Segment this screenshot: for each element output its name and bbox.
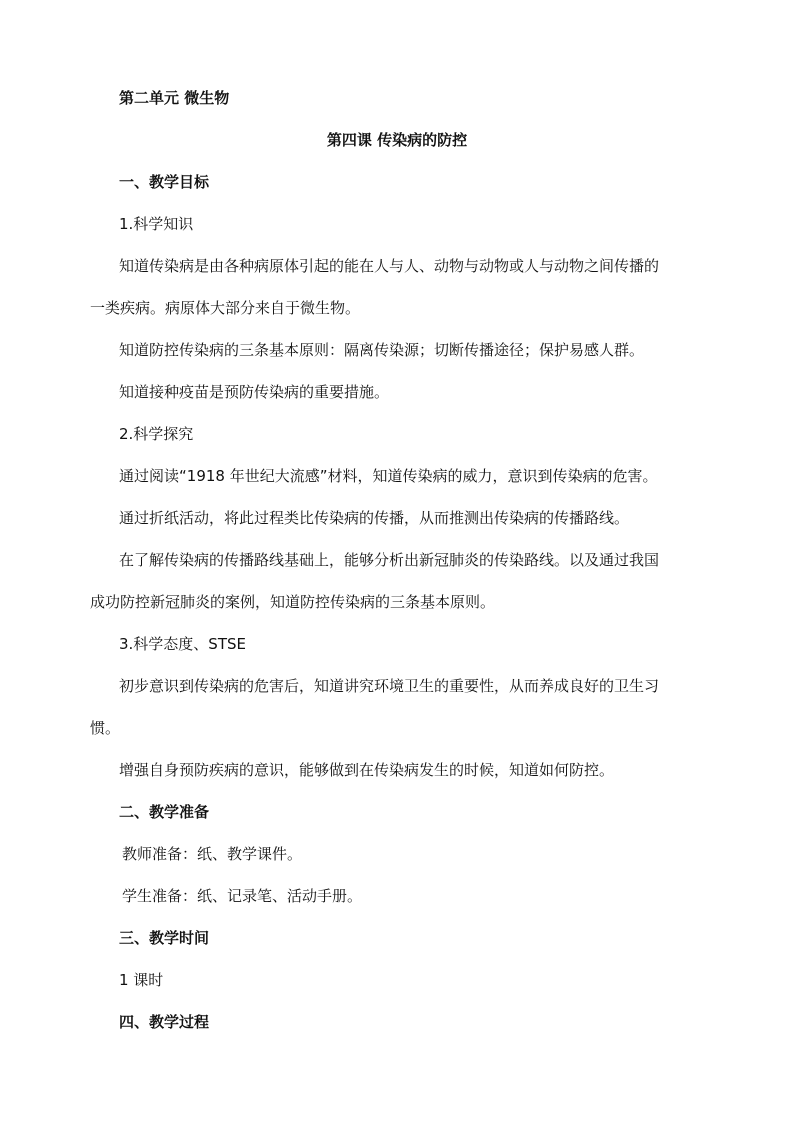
teacher-preparation: 教师准备：纸、教学课件。 bbox=[122, 845, 303, 863]
unit-title: 第二单元 微生物 bbox=[119, 89, 230, 107]
inquiry-heading: 2.科学探究 bbox=[119, 425, 194, 443]
inquiry-paragraph-1: 通过阅读“1918 年世纪大流感”材料，知道传染病的威力，意识到传染病的危害。 bbox=[119, 467, 658, 485]
knowledge-heading: 1.科学知识 bbox=[119, 215, 194, 233]
knowledge-paragraph-1-line-2: 一类疾病。病原体大部分来自于微生物。 bbox=[90, 299, 361, 317]
time-value: 1 课时 bbox=[119, 971, 164, 989]
lesson-title: 第四课 传染病的防控 bbox=[326, 131, 468, 149]
time-heading: 三、教学时间 bbox=[119, 929, 210, 947]
knowledge-paragraph-3: 知道接种疫苗是预防传染病的重要措施。 bbox=[119, 383, 390, 401]
attitude-paragraph-1-line-1: 初步意识到传染病的危害后，知道讲究环境卫生的重要性，从而养成良好的卫生习 bbox=[119, 677, 660, 695]
inquiry-paragraph-3-line-1: 在了解传染病的传播路线基础上，能够分析出新冠肺炎的传染路线。以及通过我国 bbox=[119, 551, 660, 569]
attitude-paragraph-2: 增强自身预防疾病的意识，能够做到在传染病发生的时候，知道如何防控。 bbox=[119, 761, 615, 779]
objectives-heading: 一、教学目标 bbox=[119, 173, 210, 191]
inquiry-paragraph-3-line-2: 成功防控新冠肺炎的案例，知道防控传染病的三条基本原则。 bbox=[90, 593, 496, 611]
attitude-heading: 3.科学态度、STSE bbox=[119, 635, 246, 653]
attitude-paragraph-1-line-2: 惯。 bbox=[90, 719, 121, 737]
knowledge-paragraph-2: 知道防控传染病的三条基本原则：隔离传染源；切断传播途径；保护易感人群。 bbox=[119, 341, 645, 359]
student-preparation: 学生准备：纸、记录笔、活动手册。 bbox=[122, 887, 363, 905]
inquiry-paragraph-2: 通过折纸活动，将此过程类比传染病的传播，从而推测出传染病的传播路线。 bbox=[119, 509, 630, 527]
process-heading: 四、教学过程 bbox=[119, 1013, 210, 1031]
knowledge-paragraph-1-line-1: 知道传染病是由各种病原体引起的能在人与人、动物与动物或人与动物之间传播的 bbox=[119, 257, 660, 275]
preparation-heading: 二、教学准备 bbox=[119, 803, 210, 821]
